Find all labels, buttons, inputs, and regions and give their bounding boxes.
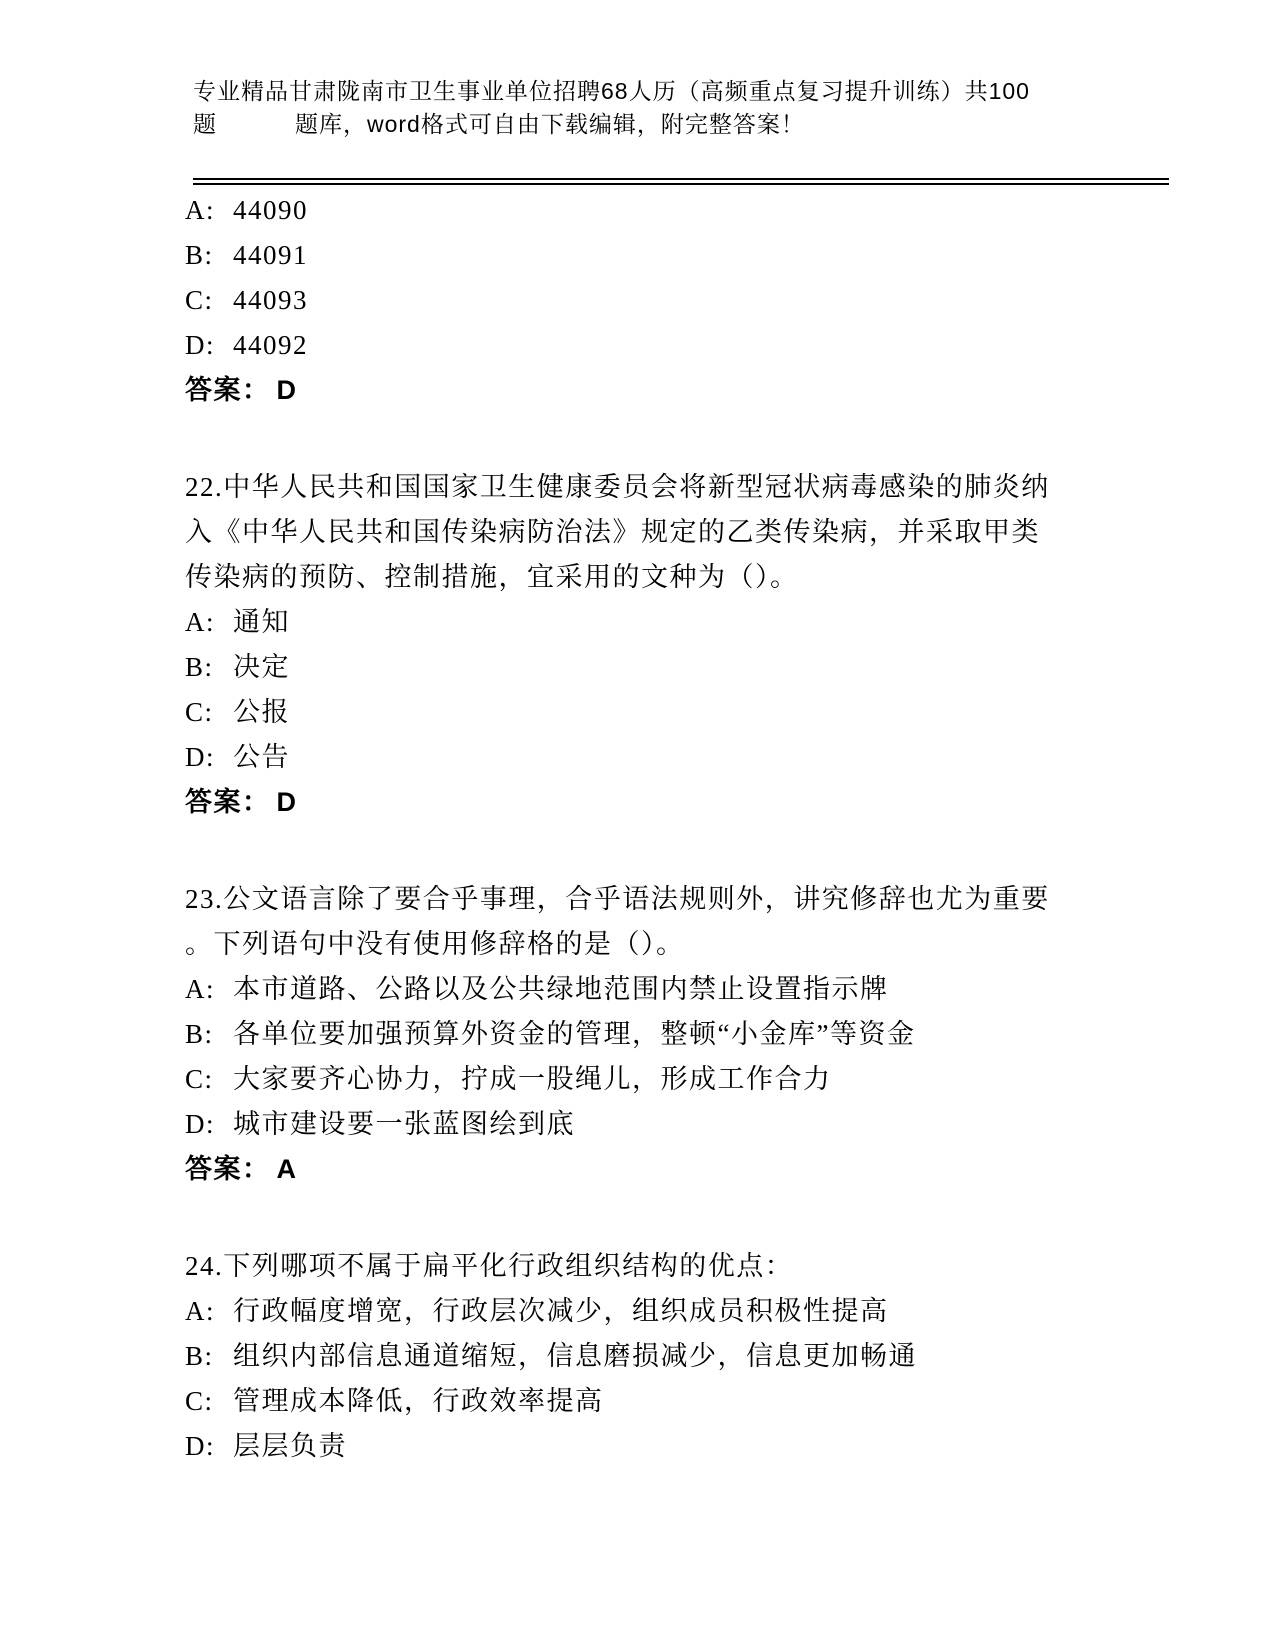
question-block-24 — [185, 1244, 1161, 1469]
answer-label: 答案： — [185, 1154, 271, 1184]
option-text: 44091 — [233, 240, 308, 270]
question-text-line: 22.中华人民共和国国家卫生健康委员会将新型冠状病毒感染的肺炎纳 — [185, 472, 1050, 502]
option-label: D: — [185, 1431, 215, 1461]
option-text: 44090 — [233, 195, 308, 225]
question-block-22 — [185, 465, 1161, 825]
option-text: 通知 — [233, 607, 290, 637]
option-label: A: — [185, 974, 215, 1004]
option-text: 决定 — [233, 652, 290, 682]
option-row — [185, 1057, 1161, 1102]
option-row — [185, 1289, 1161, 1334]
answer-row — [185, 1147, 1161, 1192]
question-text-line: 。下列语句中没有使用修辞格的是（）。 — [185, 929, 685, 959]
page-content — [185, 75, 1161, 1469]
option-label: D: — [185, 330, 215, 360]
option-text: 公告 — [233, 742, 290, 772]
option-row — [185, 1424, 1161, 1469]
option-row — [185, 233, 1161, 278]
header-title-line-2 — [193, 108, 1161, 141]
option-label: A: — [185, 607, 215, 637]
answer-row — [185, 780, 1161, 825]
question-list — [185, 188, 1161, 1469]
option-label: C: — [185, 1064, 214, 1094]
option-row — [185, 1102, 1161, 1147]
question-block-23 — [185, 877, 1161, 1192]
option-row — [185, 1012, 1161, 1057]
option-label: B: — [185, 1019, 214, 1049]
answer-label: 答案： — [185, 787, 271, 817]
option-row — [185, 188, 1161, 233]
option-label: D: — [185, 742, 215, 772]
option-row — [185, 323, 1161, 368]
option-label: A: — [185, 195, 215, 225]
question-text-line: 24.下列哪项不属于扁平化行政组织结构的优点： — [185, 1251, 794, 1281]
option-text: 管理成本降低，行政效率提高 — [233, 1386, 604, 1416]
answer-value: A — [276, 1154, 298, 1184]
option-text: 组织内部信息通道缩短，信息磨损减少，信息更加畅通 — [233, 1341, 917, 1371]
question-block — [185, 188, 1161, 413]
option-row — [185, 735, 1161, 780]
option-label: C: — [185, 285, 214, 315]
header-divider-rule — [193, 178, 1169, 185]
question-text-line: 传染病的预防、控制措施，宜采用的文种为（）。 — [185, 562, 799, 592]
answer-value: D — [276, 375, 298, 405]
option-label: C: — [185, 697, 214, 727]
option-row — [185, 690, 1161, 735]
option-text: 各单位要加强预算外资金的管理，整顿“小金库”等资金 — [233, 1019, 916, 1049]
question-text-line: 23.公文语言除了要合乎事理，合乎语法规则外，讲究修辞也尤为重要 — [185, 884, 1050, 914]
answer-row — [185, 368, 1161, 413]
answer-value: D — [276, 787, 298, 817]
option-label: D: — [185, 1109, 215, 1139]
answer-label: 答案： — [185, 375, 271, 405]
option-label: B: — [185, 652, 214, 682]
option-row — [185, 1379, 1161, 1424]
option-text: 城市建设要一张蓝图绘到底 — [233, 1109, 575, 1139]
option-row — [185, 967, 1161, 1012]
option-text: 44093 — [233, 285, 308, 315]
option-text: 层层负责 — [233, 1431, 347, 1461]
header-title-line-2-start: 题 — [193, 111, 217, 137]
option-text: 公报 — [233, 697, 290, 727]
option-text: 行政幅度增宽，行政层次减少，组织成员积极性提高 — [233, 1296, 889, 1326]
header-title-line-2-rest: 题库，word格式可自由下载编辑，附完整答案！ — [295, 111, 805, 137]
option-label: B: — [185, 240, 214, 270]
option-text: 大家要齐心协力，拧成一股绳儿，形成工作合力 — [233, 1064, 832, 1094]
option-label: A: — [185, 1296, 215, 1326]
page-header — [185, 75, 1161, 185]
option-row — [185, 645, 1161, 690]
question-text-line: 入《中华人民共和国传染病防治法》规定的乙类传染病，并采取甲类 — [185, 517, 1040, 547]
option-row — [185, 600, 1161, 645]
header-title-line-1: 专业精品甘肃陇南市卫生事业单位招聘68人历（高频重点复习提升训练）共100 — [193, 78, 1030, 104]
option-text: 44092 — [233, 330, 308, 360]
option-row — [185, 1334, 1161, 1379]
option-row — [185, 278, 1161, 323]
option-label: C: — [185, 1386, 214, 1416]
option-label: B: — [185, 1341, 214, 1371]
option-text: 本市道路、公路以及公共绿地范围内禁止设置指示牌 — [233, 974, 889, 1004]
